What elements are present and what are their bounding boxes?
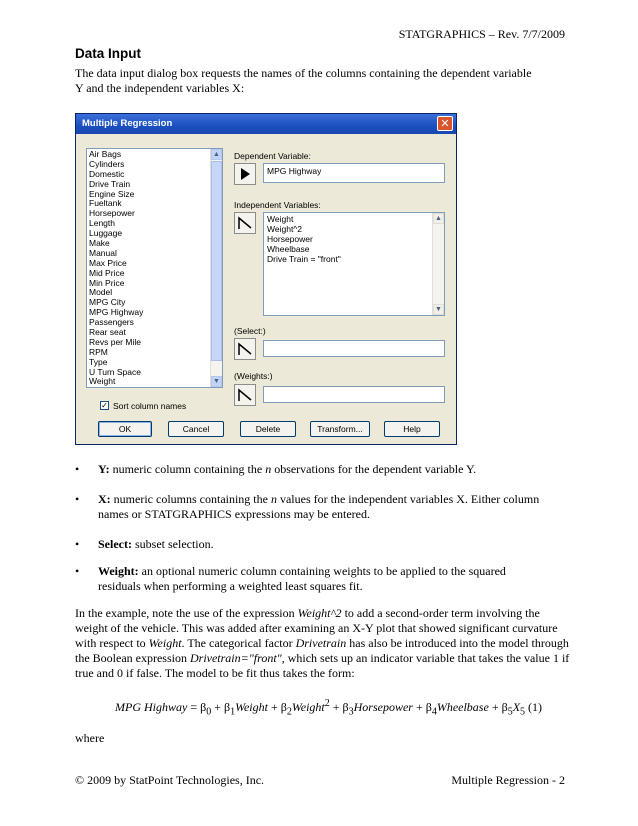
bullet-text: numeric columns containing the <box>110 492 271 506</box>
weights-label: (Weights:) <box>234 371 273 381</box>
independent-variables-label: Independent Variables: <box>234 200 321 210</box>
expression-weight-squared: Weight^2 <box>297 606 342 620</box>
column-list <box>89 150 209 387</box>
bullet-text: names or STATGRAPHICS expressions may be entered. <box>98 507 370 521</box>
scroll-up-icon[interactable]: ▲ <box>211 149 222 160</box>
column-list-item[interactable]: Mid Price <box>89 267 125 278</box>
column-list-item[interactable]: Fueltank <box>89 198 122 209</box>
bullet-term: Y: <box>98 462 110 476</box>
bullet-dot: • <box>75 462 80 476</box>
column-list-item[interactable]: Manual <box>89 247 117 258</box>
column-list-item[interactable]: Model <box>89 287 113 298</box>
independent-variable-item[interactable]: Horsepower <box>267 233 313 244</box>
dependent-variable-field[interactable]: MPG Highway <box>263 163 445 183</box>
running-header: STATGRAPHICS – Rev. 7/7/2009 <box>398 27 565 41</box>
bullet-text: residuals when performing a weighted least squares fit. <box>98 579 363 593</box>
bullet-text: numeric column containing the <box>109 462 266 476</box>
bullet-x <box>75 492 575 522</box>
delete-button[interactable]: Delete <box>240 421 296 437</box>
independent-variable-item[interactable]: Drive Train = "front" <box>267 253 341 264</box>
bullet-text: an optional numeric column containing weights to be applied to the squared <box>138 564 506 578</box>
ok-button[interactable]: OK <box>98 421 152 437</box>
play-arrow-icon <box>235 164 255 184</box>
independent-variable-item[interactable]: Weight^2 <box>267 223 303 234</box>
column-list-item[interactable]: Luggage <box>89 228 123 239</box>
help-button[interactable]: Help <box>384 421 440 437</box>
bullet-y <box>75 462 575 477</box>
dependent-variable-label: Dependent Variable: <box>234 151 311 161</box>
arrow-icon <box>235 213 255 233</box>
close-icon[interactable]: ✕ <box>437 116 453 131</box>
weights-field[interactable] <box>263 386 445 403</box>
independent-scroll-down-icon[interactable]: ▼ <box>433 304 444 315</box>
model-equation: MPG Highway = $\beta_0$ + $\beta_1Weight$ + $\beta_2Weight^2$ + $\beta_3Horsepower$ + $\beta_4Wheelbase + \beta_5X_5$ (1) <box>115 698 543 718</box>
select-label: (Select:) <box>234 326 266 336</box>
dialog-titlebar <box>76 114 456 134</box>
bullet-term: Select: <box>98 537 132 551</box>
bullet-weight <box>75 564 575 594</box>
independent-scrollbar[interactable] <box>432 213 444 315</box>
arrow-icon <box>235 385 255 405</box>
example-paragraph: In the example, note the use of the expression Weight^2 to add a second-order term involving the weight of the vehicle. This was added after examining an X-Y plot that showed significant curvature with respect to Weight. The categorical factor Drivetrain has also be introduced into the model through the Boolean expression Drivetrain="front", which sets up an indicator variable that takes the value 1 if true and 0 if false. The model to be fit thus takes the form: <box>75 606 570 680</box>
sort-checkbox[interactable]: ✓ <box>101 401 108 410</box>
dialog-title: Multiple Regression <box>82 118 173 129</box>
column-list-item[interactable]: Length <box>89 218 115 229</box>
column-list-item[interactable]: Passengers <box>89 317 134 328</box>
column-list-item[interactable]: Cylinders <box>89 158 125 169</box>
bullet-dot: • <box>75 492 80 506</box>
scroll-down-icon[interactable]: ▼ <box>211 376 222 387</box>
column-list-item[interactable]: Engine Size <box>89 188 135 199</box>
sort-checkbox-label: Sort column names <box>113 401 187 411</box>
column-list-item[interactable]: Domestic <box>89 168 125 179</box>
footer-page: Multiple Regression - 2 <box>451 773 565 787</box>
column-list-item[interactable]: RPM <box>89 346 108 357</box>
column-list-item[interactable]: MPG City <box>89 297 126 308</box>
column-list-item[interactable]: Make <box>89 238 110 249</box>
column-list-item[interactable]: Revs per Mile <box>89 336 141 347</box>
bullet-term: X: <box>98 492 111 506</box>
expression-drivetrain-front: Drivetrain="front" <box>189 651 282 665</box>
n-variable: n <box>265 462 272 476</box>
column-list-item[interactable]: Max Price <box>89 257 127 268</box>
n-variable: n <box>270 492 277 506</box>
bullet-text: subset selection. <box>131 537 214 551</box>
where-text: where <box>75 731 105 745</box>
weights-add-button[interactable] <box>234 384 256 406</box>
dependent-add-button[interactable] <box>234 163 256 185</box>
listbox-scrollbar[interactable] <box>210 149 222 387</box>
select-field[interactable] <box>263 340 445 357</box>
independent-add-button[interactable] <box>234 212 256 234</box>
column-list-item[interactable]: Rear seat <box>89 327 126 338</box>
arrow-icon <box>235 339 255 359</box>
section-title: Data Input <box>75 46 141 61</box>
cancel-button[interactable]: Cancel <box>168 421 224 437</box>
column-list-item[interactable]: Drive Train <box>89 178 131 189</box>
bullet-dot: • <box>75 537 80 551</box>
independent-variables-field[interactable] <box>263 212 445 316</box>
independent-variables-list <box>267 215 341 264</box>
column-list-item[interactable]: Weight <box>89 376 116 387</box>
intro-line-1: The data input dialog box requests the names of the columns containing the dependent variable <box>75 66 532 80</box>
independent-scroll-up-icon[interactable]: ▲ <box>433 213 444 224</box>
bullet-text: values for the independent variables X. Either column <box>276 492 540 506</box>
bullet-select <box>75 537 575 552</box>
column-list-item[interactable]: Type <box>89 356 108 367</box>
column-list-item[interactable]: MPG Highway <box>89 307 144 318</box>
column-list-item[interactable]: U Turn Space <box>89 366 141 377</box>
variable-weight: Weight <box>148 636 182 650</box>
multiple-regression-dialog <box>75 113 457 445</box>
column-list-item[interactable]: Air Bags <box>89 149 122 159</box>
select-add-button[interactable] <box>234 338 256 360</box>
bullet-dot: • <box>75 564 80 578</box>
independent-variable-item[interactable]: Weight <box>267 214 294 224</box>
intro-line-2: Y and the independent variables X: <box>75 81 245 95</box>
column-list-item[interactable]: Min Price <box>89 277 125 288</box>
scroll-thumb[interactable] <box>211 161 222 361</box>
bullet-term: Weight: <box>98 564 139 578</box>
bullet-text: observations for the dependent variable Y. <box>271 462 477 476</box>
variable-drivetrain: Drivetrain <box>295 636 347 650</box>
column-listbox[interactable] <box>86 148 223 388</box>
intro-paragraph <box>75 66 565 96</box>
footer-copyright: © 2009 by StatPoint Technologies, Inc. <box>75 773 265 787</box>
transform-button[interactable]: Transform... <box>310 421 370 437</box>
independent-variable-item[interactable]: Wheelbase <box>267 243 310 254</box>
column-list-item[interactable]: Horsepower <box>89 208 135 219</box>
